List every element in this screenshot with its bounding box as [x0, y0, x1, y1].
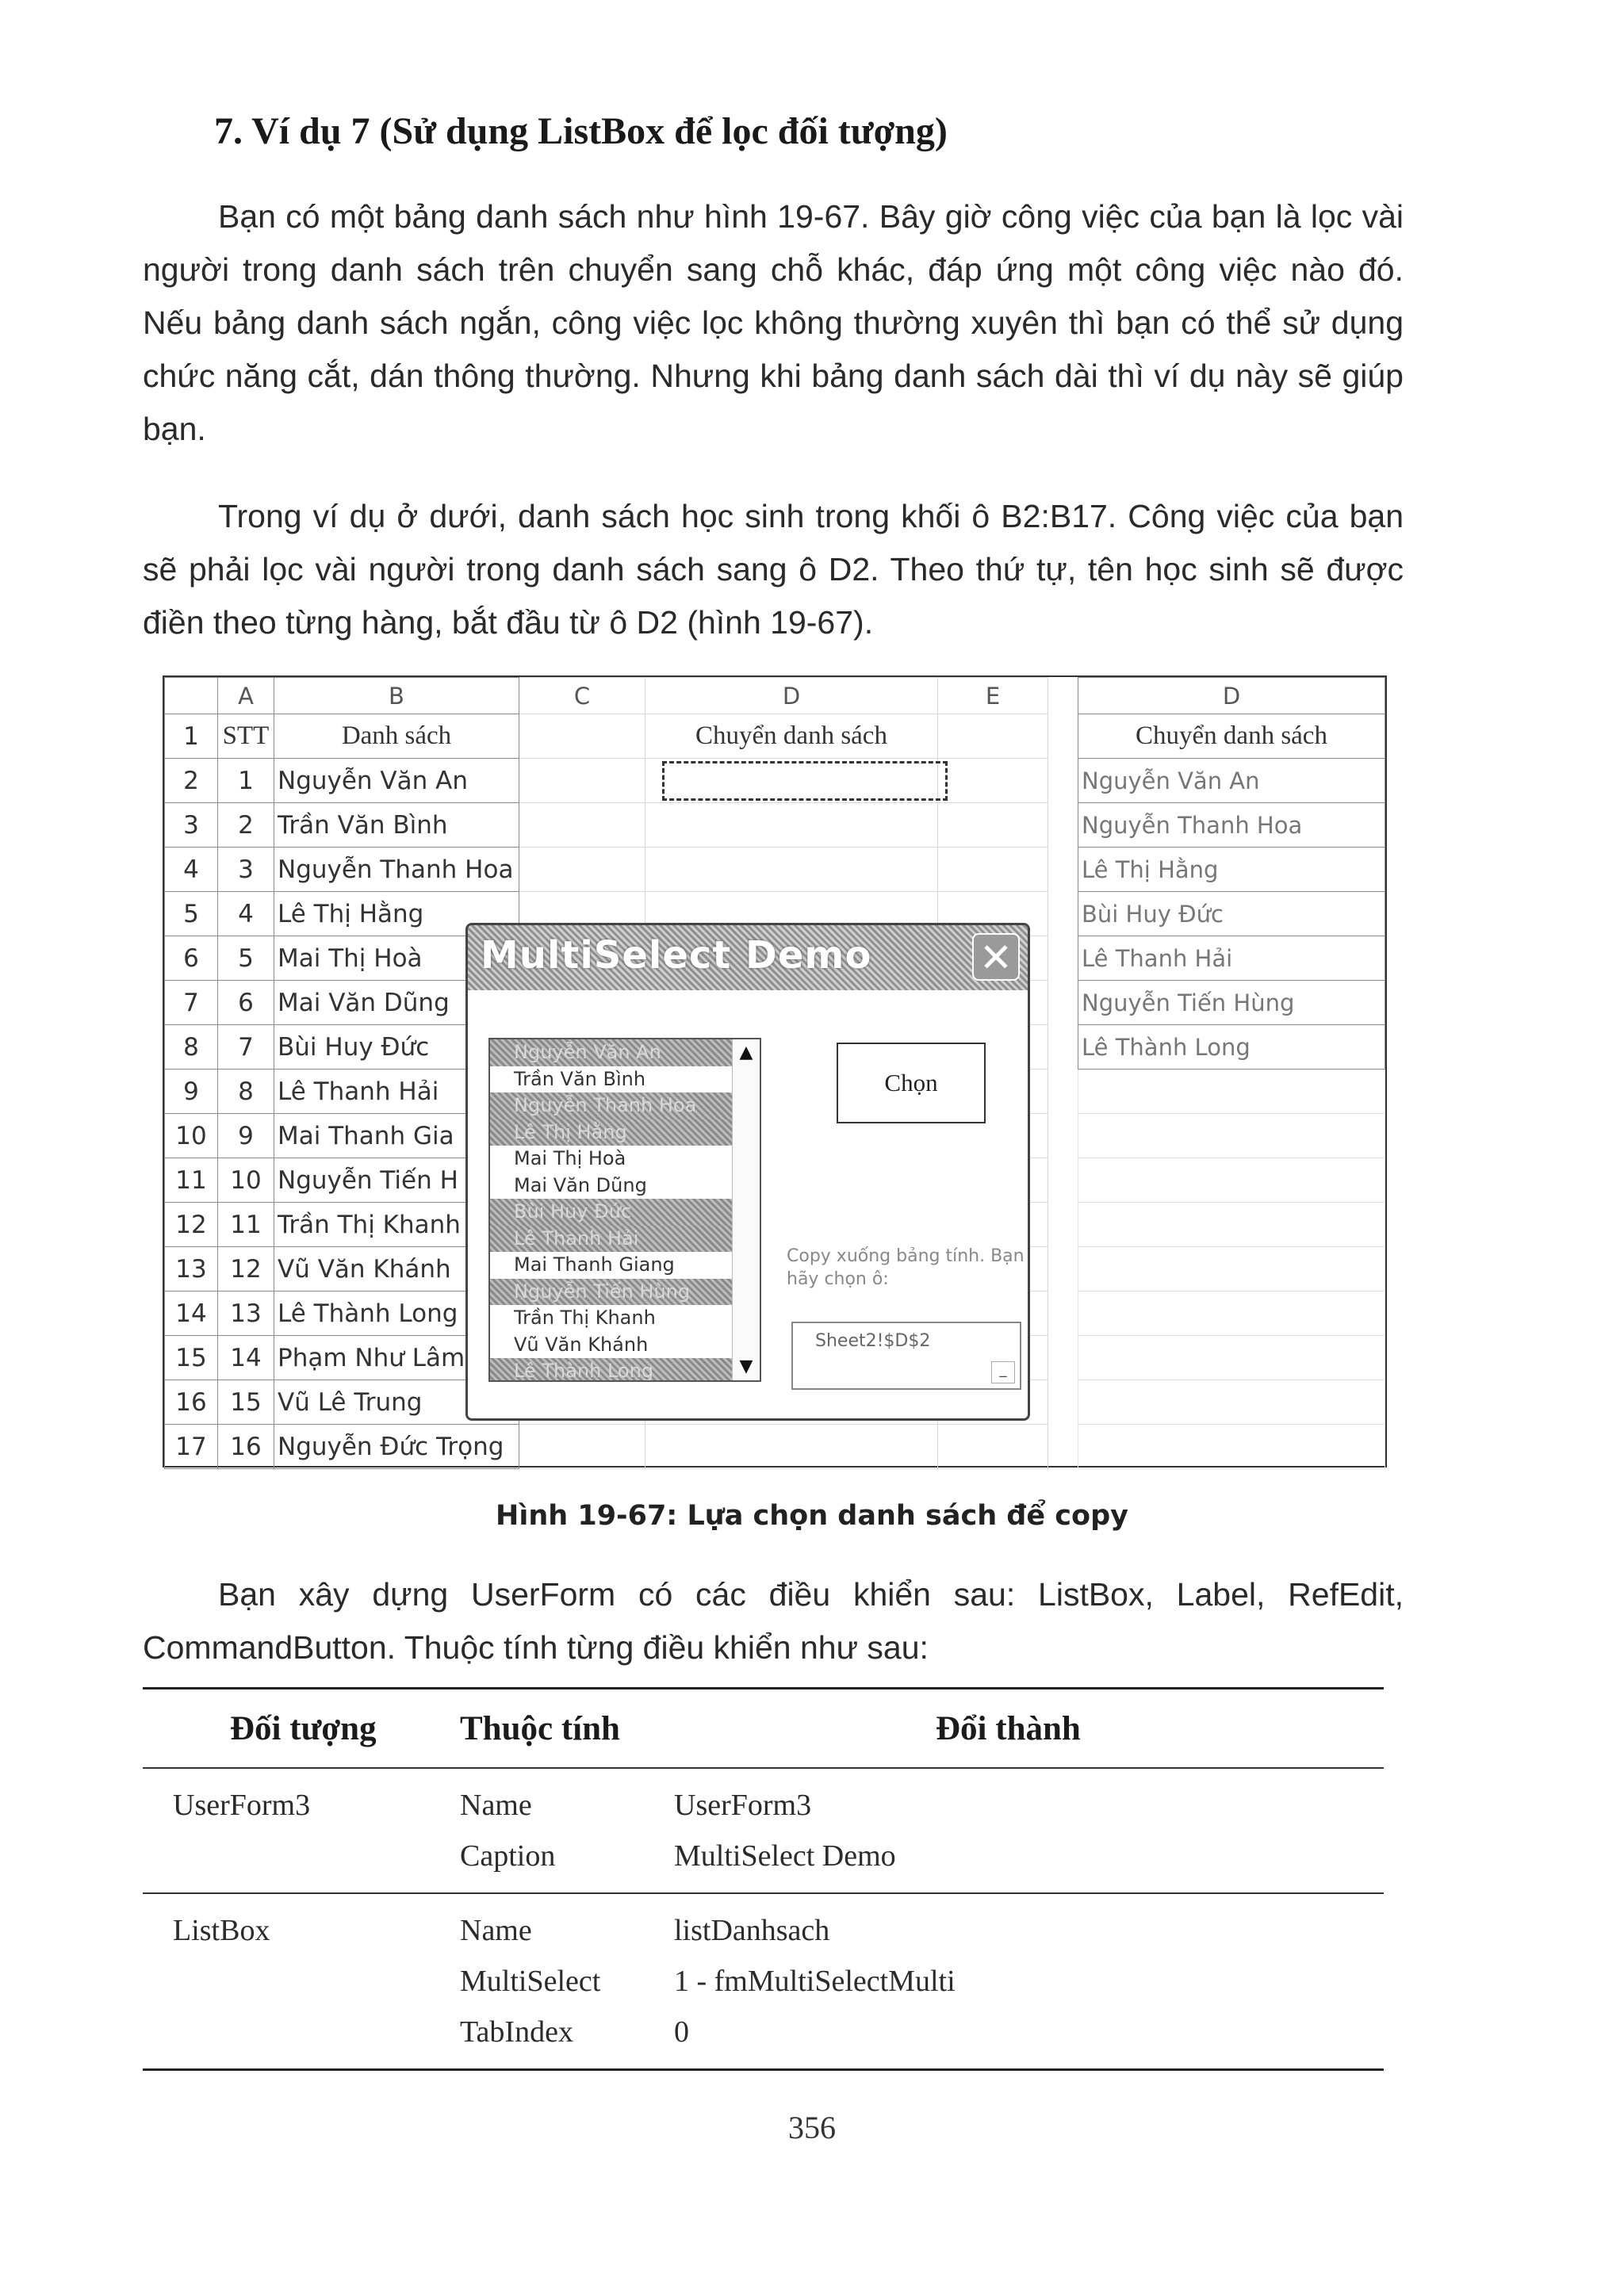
row-number[interactable]: 5	[165, 892, 218, 936]
name-cell[interactable]: Vũ Lê Trung	[274, 1380, 519, 1425]
listbox-item[interactable]: Nguyễn Văn An	[490, 1039, 733, 1066]
stt-cell[interactable]: 9	[218, 1114, 274, 1158]
name-cell[interactable]: Lê Thanh Hải	[274, 1070, 519, 1114]
row-number[interactable]: 4	[165, 848, 218, 892]
result-column-header-row	[1078, 678, 1385, 714]
table-body	[143, 1769, 1384, 2071]
selected-cell-d2[interactable]	[662, 761, 948, 801]
row-number[interactable]: 6	[165, 936, 218, 981]
stt-cell[interactable]: 7	[218, 1025, 274, 1070]
stt-header-cell[interactable]: STT	[218, 714, 274, 759]
name-cell[interactable]: Nguyễn Tiến H	[274, 1158, 519, 1203]
result-column-header[interactable]: D	[1078, 678, 1385, 714]
row-number[interactable]: 15	[165, 1336, 218, 1380]
sheet-row	[165, 1425, 1048, 1469]
listbox-item[interactable]: Trần Thị Khanh	[514, 1307, 656, 1329]
row-number[interactable]: 1	[165, 714, 218, 759]
dialog-title: MultiSelect Demo	[481, 933, 872, 978]
group-spacer	[143, 1881, 1384, 1892]
target-header-cell[interactable]: Chuyển danh sách	[645, 714, 938, 759]
result-row-empty	[1078, 1380, 1385, 1425]
listbox-item[interactable]: Lê Thành Long	[490, 1358, 733, 1382]
stt-cell[interactable]: 8	[218, 1070, 274, 1114]
stt-cell[interactable]: 16	[218, 1425, 274, 1469]
result-row-empty	[1078, 1070, 1385, 1114]
value-cell: 1 - fmMultiSelectMulti	[674, 1965, 956, 1998]
stt-cell[interactable]: 1	[218, 759, 274, 803]
dialog-titlebar[interactable]	[468, 925, 1028, 990]
stt-cell[interactable]: 15	[218, 1380, 274, 1425]
multiselect-dialog	[465, 923, 1030, 1421]
property-cell: Name	[460, 1789, 532, 1822]
cell-e1[interactable]	[938, 714, 1048, 759]
listbox-item[interactable]: Lê Thị Hằng	[490, 1119, 733, 1146]
listbox-item[interactable]: Mai Thanh Giang	[514, 1253, 675, 1276]
property-table	[143, 1687, 1384, 2071]
row-number[interactable]: 7	[165, 981, 218, 1025]
property-cell: Caption	[460, 1839, 556, 1873]
sheet-row	[165, 803, 1048, 848]
stt-cell[interactable]: 6	[218, 981, 274, 1025]
result-row	[1078, 892, 1385, 936]
paragraph-3: Bạn xây dựng UserForm có các điều khiển sau: ListBox, Label, RefEdit, CommandButton. Thuộc tính từng điều khiển như sau:	[143, 1576, 1404, 1666]
empty-cell[interactable]	[1078, 1158, 1385, 1203]
row-number[interactable]: 3	[165, 803, 218, 848]
value-cell: UserForm3	[674, 1789, 812, 1822]
result-row-empty	[1078, 1203, 1385, 1247]
empty-cell[interactable]	[1078, 1380, 1385, 1425]
row-number[interactable]: 13	[165, 1247, 218, 1292]
result-row-empty	[1078, 1292, 1385, 1336]
refedit-collapse-button[interactable]: _	[991, 1361, 1015, 1383]
property-row	[143, 1831, 1384, 1881]
stt-cell[interactable]: 12	[218, 1247, 274, 1292]
name-cell[interactable]: Vũ Văn Khánh	[274, 1247, 519, 1292]
name-cell[interactable]: Mai Văn Dũng	[274, 981, 519, 1025]
empty-cell[interactable]	[938, 848, 1048, 892]
stt-cell[interactable]: 10	[218, 1158, 274, 1203]
listbox-item[interactable]: Nguyễn Tiến Hùng	[490, 1279, 733, 1306]
empty-cell[interactable]	[938, 803, 1048, 848]
result-row-empty	[1078, 1247, 1385, 1292]
result-cell[interactable]: Lê Thanh Hải	[1078, 936, 1385, 981]
row-number[interactable]: 2	[165, 759, 218, 803]
result-cell[interactable]: Bùi Huy Đức	[1078, 892, 1385, 936]
refedit-input[interactable]	[791, 1322, 1021, 1390]
property-row	[143, 1905, 1384, 1956]
header-object: Đối tượng	[230, 1709, 377, 1747]
empty-cell[interactable]	[519, 1425, 645, 1469]
paragraph-1: Bạn có một bảng danh sách như hình 19-67. Bây giờ công việc của bạn là lọc vài người trong danh sách trên chuyển sang chỗ khác, đáp ứng một công việc nào đó. Nếu bảng danh sách ngắn, công việc lọc không thường xuyên thì bạn có thể sử dụng chức năng cắt, dán thông thường. Nhưng khi bảng danh sách dài thì ví dụ này sẽ giúp bạn.	[143, 198, 1404, 447]
empty-cell[interactable]	[519, 803, 645, 848]
value-cell: listDanhsach	[674, 1914, 830, 1947]
name-cell[interactable]: Nguyễn Thanh Hoa	[274, 848, 519, 892]
stt-cell[interactable]: 13	[218, 1292, 274, 1336]
listbox-scrollbar[interactable]	[732, 1039, 760, 1380]
name-cell[interactable]: Lê Thành Long	[274, 1292, 519, 1336]
section-heading: 7. Ví dụ 7 (Sử dụng ListBox để lọc đối tượng)	[214, 110, 948, 152]
names-listbox[interactable]	[488, 1038, 761, 1382]
column-header-d[interactable]: D	[645, 678, 938, 714]
stt-cell[interactable]: 2	[218, 803, 274, 848]
result-row-1	[1078, 714, 1385, 759]
result-header-cell[interactable]: Chuyển danh sách	[1078, 714, 1385, 759]
empty-cell[interactable]	[645, 803, 938, 848]
result-row-empty	[1078, 1425, 1385, 1469]
row-number[interactable]: 17	[165, 1425, 218, 1469]
property-cell: Name	[460, 1914, 532, 1947]
listbox-item[interactable]: Trần Văn Bình	[514, 1067, 646, 1090]
listbox-item[interactable]: Mai Văn Dũng	[514, 1173, 647, 1196]
property-cell: TabIndex	[460, 2015, 573, 2049]
figure-19-67	[163, 675, 1387, 1468]
row-number[interactable]: 14	[165, 1292, 218, 1336]
property-cell: MultiSelect	[460, 1965, 601, 1998]
empty-cell[interactable]	[1078, 1203, 1385, 1247]
paragraph-2: Trong ví dụ ở dưới, danh sách học sinh trong khối ô B2:B17. Công việc của bạn sẽ phải lọc vài người trong danh sách sang ô D2. Theo thứ tự, tên học sinh sẽ được điền theo từng hàng, bắt đầu từ ô D2 (hình 19-67).	[143, 498, 1404, 641]
page-number: 356	[788, 2110, 836, 2145]
stt-cell[interactable]: 5	[218, 936, 274, 981]
figure-caption: Hình 19-67: Lựa chọn danh sách để copy	[496, 1500, 1128, 1532]
column-header-a[interactable]: A	[218, 678, 274, 714]
property-row	[143, 1780, 1384, 1831]
table-header-row	[143, 1689, 1384, 1767]
result-row-empty	[1078, 1158, 1385, 1203]
row-number[interactable]: 16	[165, 1380, 218, 1425]
result-cell[interactable]: Lê Thị Hằng	[1078, 848, 1385, 892]
result-row	[1078, 848, 1385, 892]
group-rule	[143, 2068, 1384, 2071]
result-cell[interactable]: Nguyễn Văn An	[1078, 759, 1385, 803]
result-row	[1078, 803, 1385, 848]
row-number[interactable]: 12	[165, 1203, 218, 1247]
listbox-item[interactable]: Mai Thị Hoà	[514, 1147, 626, 1169]
listbox-item[interactable]: Nguyễn Thanh Hoa	[490, 1093, 733, 1119]
object-cell: UserForm3	[173, 1789, 311, 1822]
value-cell: MultiSelect Demo	[674, 1839, 896, 1873]
name-cell[interactable]: Trần Thị Khanh	[274, 1203, 519, 1247]
column-header-e[interactable]: E	[938, 678, 1048, 714]
empty-cell[interactable]	[645, 848, 938, 892]
property-row	[143, 1956, 1384, 2007]
row-number[interactable]: 9	[165, 1070, 218, 1114]
empty-cell[interactable]	[1078, 1247, 1385, 1292]
object-cell: ListBox	[173, 1914, 270, 1947]
stt-cell[interactable]: 4	[218, 892, 274, 936]
stt-cell[interactable]: 14	[218, 1336, 274, 1380]
result-cell[interactable]: Nguyễn Thanh Hoa	[1078, 803, 1385, 848]
corner-cell[interactable]	[165, 678, 218, 714]
name-cell[interactable]: Trần Văn Bình	[274, 803, 519, 848]
header-property: Thuộc tính	[460, 1709, 620, 1747]
result-row	[1078, 759, 1385, 803]
group-spacer	[143, 2057, 1384, 2068]
cell-c1[interactable]	[519, 714, 645, 759]
column-header-row	[165, 678, 1048, 714]
name-cell[interactable]: Mai Thị Hoà	[274, 936, 519, 981]
name-cell[interactable]: Nguyễn Đức Trọng	[274, 1425, 519, 1469]
empty-cell[interactable]	[1078, 1425, 1385, 1469]
empty-cell[interactable]	[938, 759, 1048, 803]
listbox-item[interactable]: Vũ Văn Khánh	[514, 1333, 649, 1356]
stt-cell[interactable]: 3	[218, 848, 274, 892]
result-row	[1078, 981, 1385, 1025]
result-cell[interactable]: Nguyễn Tiến Hùng	[1078, 981, 1385, 1025]
row-number[interactable]: 11	[165, 1158, 218, 1203]
name-cell[interactable]: Lê Thị Hằng	[274, 892, 519, 936]
empty-cell[interactable]	[519, 759, 645, 803]
empty-cell[interactable]	[645, 1425, 938, 1469]
name-cell[interactable]: Phạm Như Lâm	[274, 1336, 519, 1380]
value-cell: 0	[674, 2015, 689, 2049]
group-spacer	[143, 1769, 1384, 1780]
close-icon[interactable]: ✕	[972, 933, 1020, 981]
column-header-c[interactable]: C	[519, 678, 645, 714]
sheet-row-1	[165, 714, 1048, 759]
refedit-value: Sheet2!$D$2	[815, 1331, 931, 1351]
result-row-empty	[1078, 1114, 1385, 1158]
scroll-down-arrow-icon[interactable]: ▼	[739, 1357, 753, 1376]
chon-button[interactable]: Chọn	[837, 1043, 986, 1123]
copy-label: Copy xuống bảng tính. Bạn hãy chọn ô:	[787, 1246, 1025, 1289]
header-value: Đổi thành	[936, 1709, 1081, 1747]
name-cell[interactable]: Mai Thanh Gia	[274, 1114, 519, 1158]
empty-cell[interactable]	[938, 1425, 1048, 1469]
listbox-item[interactable]: Bùi Huy Đức	[490, 1199, 733, 1226]
group-spacer	[143, 1894, 1384, 1905]
result-column	[1078, 677, 1385, 1469]
empty-cell[interactable]	[1078, 1292, 1385, 1336]
listbox-item[interactable]: Lê Thanh Hải	[490, 1226, 733, 1253]
name-cell[interactable]: Nguyễn Văn An	[274, 759, 519, 803]
listbox-items	[490, 1039, 733, 1382]
empty-cell[interactable]	[1078, 1114, 1385, 1158]
sheet-row	[165, 848, 1048, 892]
column-header-b[interactable]: B	[274, 678, 519, 714]
result-cell[interactable]: Lê Thành Long	[1078, 1025, 1385, 1070]
result-row-empty	[1078, 1336, 1385, 1380]
name-header-cell[interactable]: Danh sách	[274, 714, 519, 759]
empty-cell[interactable]	[1078, 1070, 1385, 1114]
empty-cell[interactable]	[519, 848, 645, 892]
stt-cell[interactable]: 11	[218, 1203, 274, 1247]
property-row	[143, 2007, 1384, 2057]
result-row	[1078, 1025, 1385, 1070]
row-number[interactable]: 8	[165, 1025, 218, 1070]
empty-cell[interactable]	[1078, 1336, 1385, 1380]
result-row	[1078, 936, 1385, 981]
row-number[interactable]: 10	[165, 1114, 218, 1158]
scroll-up-arrow-icon[interactable]: ▲	[739, 1043, 753, 1062]
name-cell[interactable]: Bùi Huy Đức	[274, 1025, 519, 1070]
